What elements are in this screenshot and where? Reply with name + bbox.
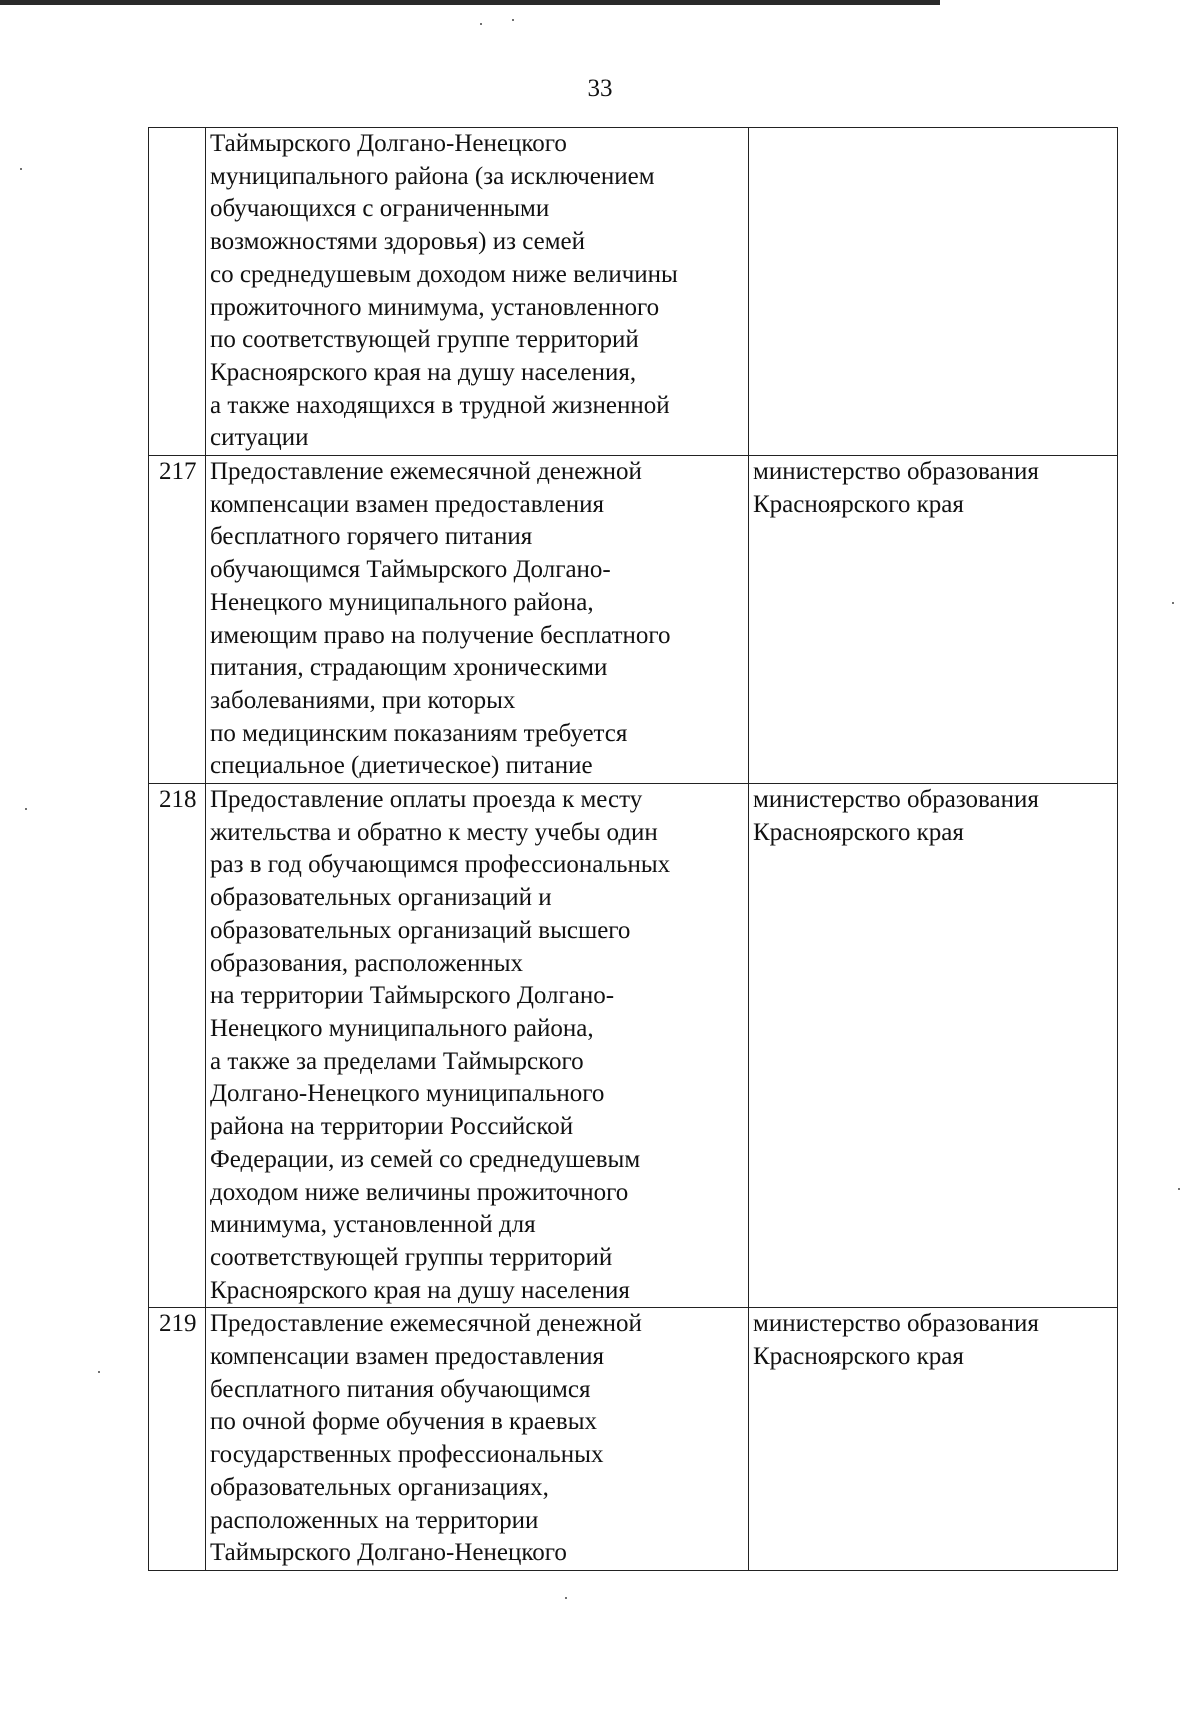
- responsible-authority-cell: [749, 456, 1118, 784]
- services-table: [148, 127, 1118, 1571]
- scan-speck: [565, 1597, 567, 1599]
- responsible-authority-line: Красноярского края: [753, 490, 964, 518]
- service-description-line: Красноярского края на душу населения,: [210, 358, 637, 386]
- service-description-line: бесплатного горячего питания: [210, 523, 533, 551]
- service-description-line: соответствующей группы территорий: [210, 1243, 613, 1271]
- scan-speck: [512, 19, 514, 21]
- service-description-line: по очной форме обучения в краевых: [210, 1408, 597, 1436]
- service-description-line: ситуации: [210, 424, 309, 452]
- service-description-line: образовательных организациях,: [210, 1473, 549, 1501]
- service-description-line: образовательных организаций высшего: [210, 916, 631, 944]
- service-description-line: доходом ниже величины прожиточного: [210, 1178, 629, 1206]
- scan-speck: [480, 23, 482, 25]
- service-description-line: Таймырского Долгано-Ненецкого: [210, 130, 567, 157]
- service-description-line: со среднедушевым доходом ниже величины: [210, 260, 678, 288]
- service-description-line: образования, расположенных: [210, 949, 524, 977]
- responsible-authority-line: Красноярского края: [753, 818, 964, 846]
- scan-speck: [1178, 1188, 1180, 1190]
- responsible-authority-line: Красноярского края: [753, 1343, 964, 1371]
- row-number-cell: [149, 784, 206, 1308]
- service-description-line: питания, страдающим хроническими: [210, 654, 608, 682]
- scan-speck: [20, 168, 22, 170]
- service-description-line: образовательных организаций и: [210, 884, 552, 912]
- responsible-authority-line: министерство образования: [753, 458, 1039, 486]
- service-description-line: а также за пределами Таймырского: [210, 1047, 584, 1075]
- scan-speck: [98, 1371, 100, 1373]
- responsible-authority-cell: [749, 128, 1118, 456]
- service-description-line: специальное (диетическое) питание: [210, 752, 593, 780]
- responsible-authority-cell: [749, 784, 1118, 1308]
- service-description-line: Предоставление оплаты проезда к месту: [210, 786, 643, 814]
- row-number: 219: [159, 1310, 197, 1338]
- scan-speck: [25, 808, 27, 810]
- service-description-line: по соответствующей группе территорий: [210, 326, 639, 354]
- service-description-line: Предоставление ежемесячной денежной: [210, 458, 642, 486]
- service-description-line: компенсации взамен предоставления: [210, 490, 604, 518]
- service-description-line: имеющим право на получение бесплатного: [210, 621, 671, 649]
- service-description-line: Предоставление ежемесячной денежной: [210, 1310, 642, 1338]
- service-description-cell: [206, 456, 749, 784]
- row-number: 218: [159, 786, 197, 814]
- table-row: [149, 784, 1118, 1308]
- service-description-line: по медицинским показаниям требуется: [210, 719, 628, 747]
- service-description-cell: [206, 128, 749, 456]
- service-description-cell: [206, 784, 749, 1308]
- page-number: 33: [587, 75, 613, 102]
- service-description-line: государственных профессиональных: [210, 1441, 604, 1469]
- table-row: [149, 1308, 1118, 1571]
- service-description-line: минимума, установленной для: [210, 1211, 536, 1239]
- table-row: [149, 128, 1118, 456]
- service-description-line: района на территории Российской: [210, 1113, 574, 1141]
- service-description-line: Красноярского края на душу населения: [210, 1276, 630, 1304]
- service-description-line: прожиточного минимума, установленного: [210, 293, 660, 321]
- service-description-line: Ненецкого муниципального района,: [210, 1014, 594, 1042]
- service-description-line: а также находящихся в трудной жизненной: [210, 391, 670, 419]
- service-description-line: бесплатного питания обучающимся: [210, 1375, 591, 1403]
- top-border-rule: [0, 0, 940, 5]
- responsible-authority-cell: [749, 1308, 1118, 1571]
- service-description-line: возможностями здоровья) из семей: [210, 228, 585, 256]
- row-number-cell: [149, 456, 206, 784]
- service-description-line: расположенных на территории: [210, 1506, 539, 1534]
- table-row: [149, 456, 1118, 784]
- service-description-line: компенсации взамен предоставления: [210, 1343, 604, 1371]
- service-description-line: Федерации, из семей со среднедушевым: [210, 1145, 641, 1173]
- row-number-cell: [149, 1308, 206, 1571]
- service-description-line: заболеваниями, при которых: [210, 686, 516, 714]
- table-body: [149, 128, 1118, 1571]
- service-description-line: раз в год обучающимся профессиональных: [210, 851, 671, 879]
- service-description-line: Долгано-Ненецкого муниципального: [210, 1080, 605, 1108]
- row-number: 217: [159, 458, 197, 486]
- service-description-line: обучающимся Таймырского Долгано-: [210, 556, 611, 584]
- responsible-authority-line: министерство образования: [753, 1310, 1039, 1338]
- row-number-cell: [149, 128, 206, 456]
- service-description-line: на территории Таймырского Долгано-: [210, 982, 615, 1010]
- scan-speck: [1172, 602, 1174, 604]
- service-description-line: жительства и обратно к месту учебы один: [210, 818, 658, 846]
- service-description-cell: [206, 1308, 749, 1571]
- service-description-line: Таймырского Долгано-Ненецкого: [210, 1539, 567, 1567]
- service-description-line: муниципального района (за исключением: [210, 162, 655, 190]
- service-description-line: обучающихся с ограниченными: [210, 195, 550, 223]
- service-description-line: Ненецкого муниципального района,: [210, 588, 594, 616]
- responsible-authority-line: министерство образования: [753, 786, 1039, 814]
